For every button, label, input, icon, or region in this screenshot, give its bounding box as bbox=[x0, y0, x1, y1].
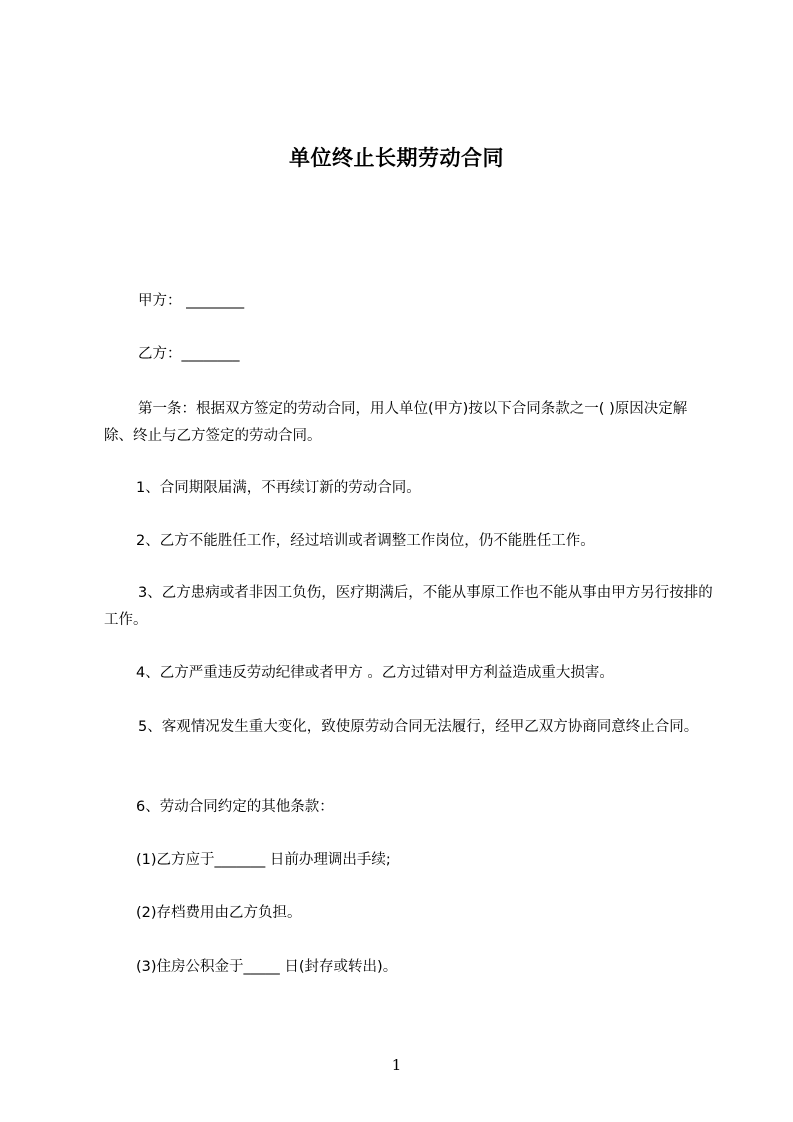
clause-2: 2、乙方不能胜任工作，经过培训或者调整工作岗位，仍不能胜任工作。 bbox=[136, 533, 595, 549]
subclause-3: (3)住房公积金于_____ 日(封存或转出)。 bbox=[136, 959, 398, 975]
clause-5: 5、客观情况发生重大变化，致使原劳动合同无法履行，经甲乙双方协商同意终止合同。 bbox=[138, 719, 699, 735]
party-a-line: 甲方： ________ bbox=[138, 293, 245, 309]
article-1-paragraph: 第一条：根据双方签定的劳动合同，用人单位(甲方)按以下合同条款之一( )原因决定解除、终止与乙方签定的劳动合同。 bbox=[104, 401, 688, 444]
subclause-1: (1)乙方应于_______ 日前办理调出手续; bbox=[136, 852, 391, 868]
party-b-line: 乙方：________ bbox=[138, 346, 240, 362]
page-number: 1 bbox=[391, 1056, 402, 1074]
clause-1: 1、合同期限届满，不再续订新的劳动合同。 bbox=[136, 480, 421, 496]
clause-6: 6、劳动合同约定的其他条款： bbox=[136, 799, 334, 815]
clause-4: 4、乙方严重违反劳动纪律或者甲方 。乙方过错对甲方利益造成重大损害。 bbox=[136, 665, 614, 681]
document-title: 单位终止长期劳动合同 bbox=[289, 146, 504, 170]
subclause-2: (2)存档费用由乙方负担。 bbox=[136, 905, 302, 921]
clause-3: 3、乙方患病或者非因工负伤，医疗期满后，不能从事原工作也不能从事由甲方另行按排的工作。 bbox=[104, 585, 713, 628]
